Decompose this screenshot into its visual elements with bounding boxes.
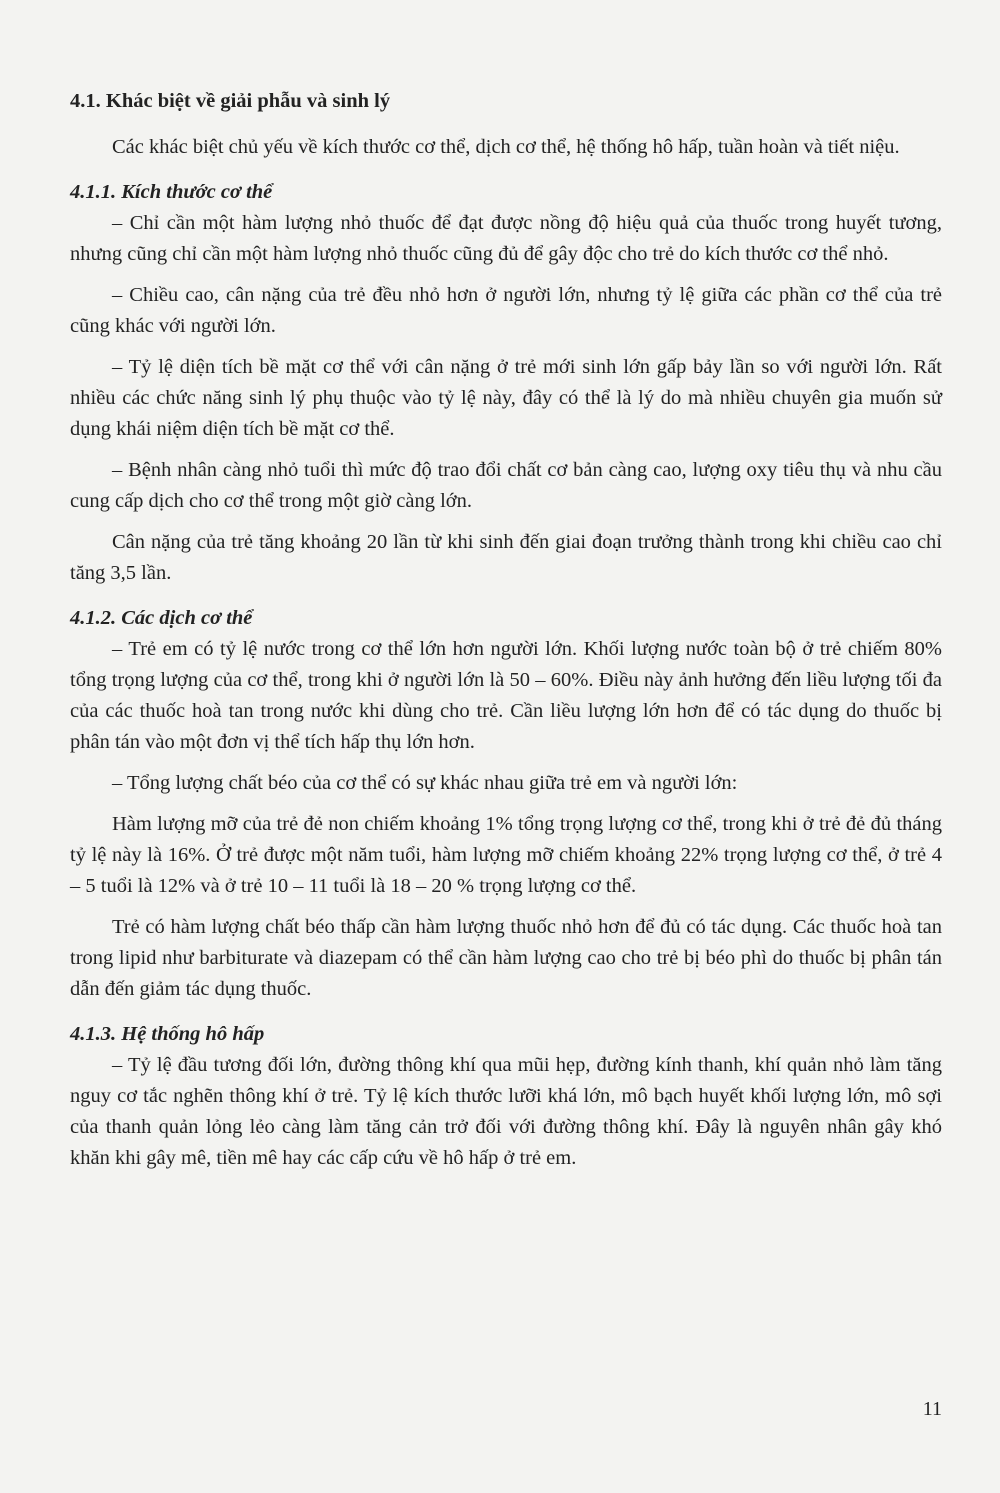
subsection-title-body-size: 4.1.1. Kích thước cơ thể [70, 181, 273, 203]
paragraph: – Tỷ lệ diện tích bề mặt cơ thể với cân nặng ở trẻ mới sinh lớn gấp bảy lần so với người lớn. Rất nhiều các chức năng sinh lý phụ thuộc vào tỷ lệ này, đây có thể là lý do mà nhiều chuyên gia muốn sử dụng khái niệm diện tích bề mặt cơ thể. [70, 356, 942, 440]
subsection-title-body-fluids: 4.1.2. Các dịch cơ thể [70, 607, 253, 629]
page-content [70, 86, 942, 1184]
intro-paragraph: Các khác biệt chủ yếu về kích thước cơ thể, dịch cơ thể, hệ thống hô hấp, tuần hoàn và tiết niệu. [112, 136, 900, 158]
paragraph: Hàm lượng mỡ của trẻ đẻ non chiếm khoảng 1% tổng trọng lượng cơ thể, trong khi ở trẻ đẻ đủ tháng tỷ lệ này là 16%. Ở trẻ được một năm tuổi, hàm lượng mỡ chiếm khoảng 22% trọng lượng cơ thể, ở trẻ 4 – 5 tuổi là 12% và ở trẻ 10 – 11 tuổi là 18 – 20 % trọng lượng cơ thể. [70, 813, 942, 897]
subsection-title-respiratory: 4.1.3. Hệ thống hô hấp [70, 1023, 265, 1045]
paragraph: Cân nặng của trẻ tăng khoảng 20 lần từ khi sinh đến giai đoạn trưởng thành trong khi chiều cao chỉ tăng 3,5 lần. [70, 531, 942, 584]
paragraph: – Tổng lượng chất béo của cơ thể có sự khác nhau giữa trẻ em và người lớn: [112, 772, 738, 794]
paragraph: – Bệnh nhân càng nhỏ tuổi thì mức độ trao đổi chất cơ bản càng cao, lượng oxy tiêu thụ và nhu cầu cung cấp dịch cho cơ thể trong một giờ càng lớn. [70, 459, 942, 512]
section-title: 4.1. Khác biệt về giải phẫu và sinh lý [70, 90, 391, 112]
page-number: 11 [922, 1398, 942, 1420]
paragraph: – Chỉ cần một hàm lượng nhỏ thuốc để đạt được nồng độ hiệu quả của thuốc trong huyết tương, nhưng cũng chỉ cần một hàm lượng nhỏ thuốc cũng đủ để gây độc cho trẻ do kích thước cơ thể nhỏ. [70, 212, 942, 265]
paragraph: – Chiều cao, cân nặng của trẻ đều nhỏ hơn ở người lớn, nhưng tỷ lệ giữa các phần cơ thể của trẻ cũng khác với người lớn. [70, 284, 942, 337]
paragraph: – Tỷ lệ đầu tương đối lớn, đường thông khí qua mũi hẹp, đường kính thanh, khí quản nhỏ làm tăng nguy cơ tắc nghẽn thông khí ở trẻ. Tỷ lệ kích thước lưỡi khá lớn, mô bạch huyết khối lượng lớn, mô sợi của thanh quản lỏng lẻo càng làm tăng cản trở đối với đường thông khí. Đây là nguyên nhân gây khó khăn khi gây mê, tiền mê hay các cấp cứu về hô hấp ở trẻ em. [70, 1054, 942, 1169]
paragraph: Trẻ có hàm lượng chất béo thấp cần hàm lượng thuốc nhỏ hơn để đủ có tác dụng. Các thuốc hoà tan trong lipid như barbiturate và diazepam có thể cần hàm lượng cao cho trẻ bị béo phì do thuốc bị phân tán dẫn đến giảm tác dụng thuốc. [70, 916, 942, 1000]
paragraph: – Trẻ em có tỷ lệ nước trong cơ thể lớn hơn người lớn. Khối lượng nước toàn bộ ở trẻ chiếm 80% tổng trọng lượng của cơ thể, trong khi ở người lớn là 50 – 60%. Điều này ảnh hưởng đến liều lượng tối đa của các thuốc hoà tan trong nước khi dùng cho trẻ. Cần liều lượng lớn hơn để có tác dụng do thuốc bị phân tán vào một đơn vị thể tích hấp thụ lớn hơn. [70, 638, 942, 753]
